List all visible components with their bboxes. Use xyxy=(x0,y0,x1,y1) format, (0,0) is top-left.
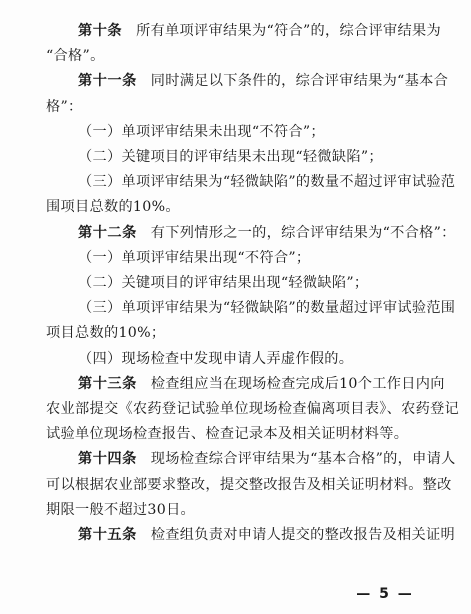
article-15-line-1 xyxy=(0,526,471,544)
article-11-item-2 xyxy=(0,148,471,166)
article-text: 格”： xyxy=(46,98,83,115)
article-number: 第十四条 xyxy=(78,451,137,468)
article-10-line-2 xyxy=(0,47,471,65)
article-number: 第十五条 xyxy=(78,527,137,543)
article-14-line-2 xyxy=(0,476,471,494)
article-text: “合格”。 xyxy=(46,48,105,65)
article-11-item-3 xyxy=(0,173,471,191)
article-number: 第十条 xyxy=(78,23,123,39)
article-text: 可以根据农业部要求整改，提交整改报告及相关证明材料。整改 xyxy=(46,476,452,493)
article-14-line-1 xyxy=(0,450,471,468)
article-text: （二）关键项目的评审结果未出现“轻微缺陷”； xyxy=(78,149,383,165)
article-number: 第十二条 xyxy=(78,224,137,241)
article-11-item-1 xyxy=(0,123,471,141)
article-text: （四）现场检查中发现申请人弄虚作假的。 xyxy=(78,350,354,367)
article-number: 第十一条 xyxy=(78,73,137,90)
article-11-item-3-cont xyxy=(0,198,471,216)
article-text: （一）单项评审结果出现“不符合”； xyxy=(78,249,311,266)
article-text: 项目总数的10%； xyxy=(46,325,166,342)
article-text: 有下列情形之一的，综合评审结果为“不合格”： xyxy=(150,224,456,241)
article-text: 期限一般不超过30日。 xyxy=(46,501,196,518)
article-12-line-1 xyxy=(0,224,471,242)
article-text: 试验单位现场检查报告、检查记录本及相关证明材料等。 xyxy=(46,426,409,443)
article-11-line-2 xyxy=(0,98,471,116)
article-10-line-1 xyxy=(0,22,471,40)
article-13-line-3 xyxy=(0,425,471,443)
page-number: — 5 — xyxy=(356,586,414,602)
article-text: 现场检查综合评审结果为“基本合格”的，申请人 xyxy=(150,451,456,468)
article-14-line-3 xyxy=(0,501,471,519)
article-number: 第十三条 xyxy=(78,375,137,392)
article-text: 农业部提交《农药登记试验单位现场检查偏离项目表》、农药登记 xyxy=(46,401,460,417)
article-text: （三）单项评审结果为“轻微缺陷”的数量超过评审试验范围 xyxy=(78,300,456,317)
article-text: （一）单项评审结果未出现“不符合”； xyxy=(78,123,325,140)
article-13-line-1 xyxy=(0,375,471,393)
article-11-line-1 xyxy=(0,72,471,90)
article-12-item-4 xyxy=(0,350,471,368)
article-13-line-2 xyxy=(0,400,471,418)
article-text: 检查组负责对申请人提交的整改报告及相关证明 xyxy=(150,527,456,543)
article-12-item-1 xyxy=(0,249,471,267)
article-text: 围项目总数的10%。 xyxy=(46,199,180,216)
article-text: 所有单项评审结果为“符合”的，综合评审结果为 xyxy=(136,23,441,39)
article-text: （二）关键项目的评审结果出现“轻微缺陷”； xyxy=(78,275,369,291)
article-12-item-2 xyxy=(0,274,471,292)
article-12-item-3-cont xyxy=(0,324,471,342)
article-12-item-3 xyxy=(0,299,471,317)
article-text: 检查组应当在现场检查完成后10个工作日内向 xyxy=(150,375,445,392)
article-text: （三）单项评审结果为“轻微缺陷”的数量不超过评审试验范 xyxy=(78,174,456,191)
article-text: 同时满足以下条件的，综合评审结果为“基本合 xyxy=(150,73,449,90)
